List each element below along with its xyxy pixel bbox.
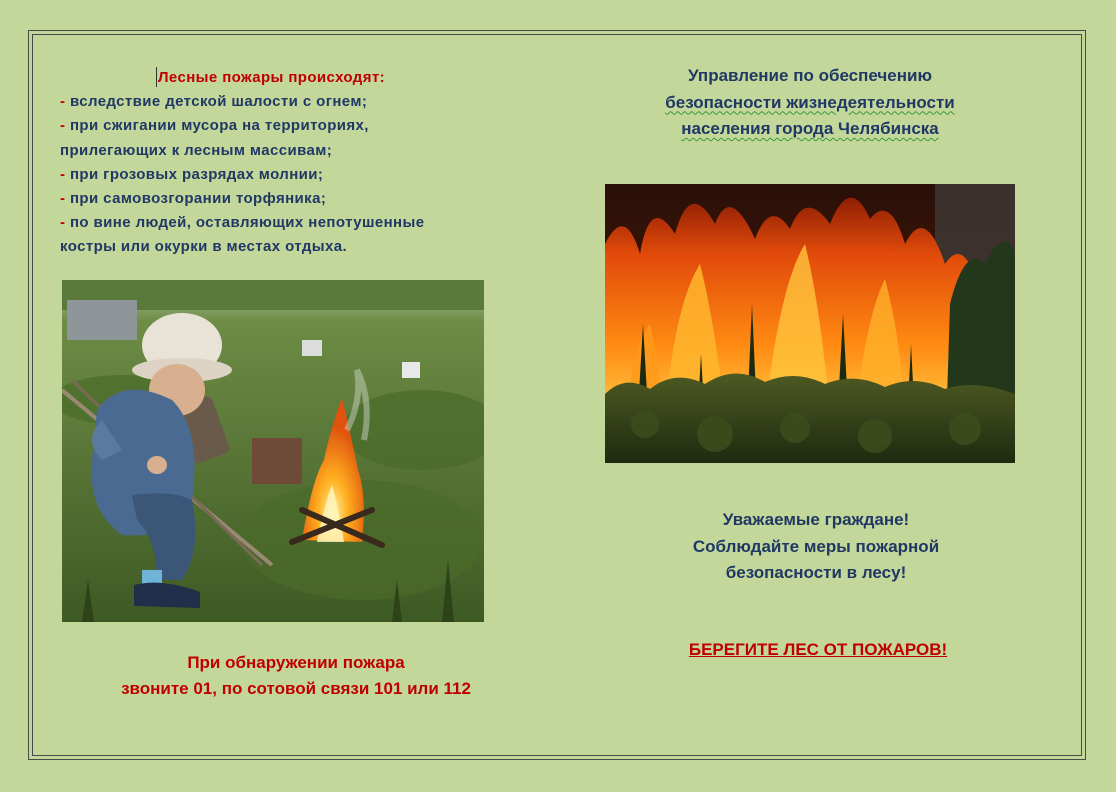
appeal-line: Соблюдайте меры пожарной xyxy=(692,536,940,556)
cause-text: при грозовых разрядах молнии; xyxy=(69,165,324,183)
cause-text: вследствие детской шалости с огнем; xyxy=(69,93,368,111)
organization-title xyxy=(600,63,1020,143)
slogan: БЕРЕГИТЕ ЛЕС ОТ ПОЖАРОВ! xyxy=(688,640,948,659)
cause-dash: - xyxy=(60,165,70,183)
text-cursor xyxy=(156,67,157,87)
cause-text: костры или окурки в местах отдыха. xyxy=(60,238,348,256)
emergency-line: При обнаружении пожара xyxy=(187,653,405,672)
title-line-text: населения города Челябинска xyxy=(681,119,939,138)
causes-heading-text: Лесные пожары происходят: xyxy=(158,69,386,86)
cause-dash: - xyxy=(60,117,70,135)
appeal-line: Уважаемые граждане! xyxy=(722,510,910,529)
child-campfire-illustration xyxy=(62,280,484,622)
forest-fire-illustration xyxy=(605,184,1015,463)
title-line-text: безопасности жизнедеятельности xyxy=(665,92,955,112)
emergency-numbers xyxy=(60,650,532,702)
cause-text: при сжигании мусора на территориях, xyxy=(69,117,369,135)
title-line xyxy=(600,90,1020,117)
cause-text: по вине людей, оставляющих непотушенные xyxy=(69,214,425,232)
cause-line xyxy=(60,139,530,163)
appeal-line: безопасности в лесу! xyxy=(725,563,907,582)
citizens-appeal xyxy=(600,507,1032,587)
cause-text: при самовозгорании торфяника; xyxy=(69,190,327,208)
title-line xyxy=(600,116,1020,143)
emergency-line: звоните 01, по сотовой связи 101 или 112 xyxy=(121,679,471,698)
cause-line xyxy=(60,114,530,138)
cause-dash: - xyxy=(60,93,70,111)
cause-line xyxy=(60,211,530,235)
forest-fire-photo xyxy=(605,184,1015,463)
cause-dash: - xyxy=(60,190,70,208)
child-campfire-photo xyxy=(62,280,484,622)
cause-line xyxy=(60,90,530,114)
fire-causes-list xyxy=(60,66,530,260)
cause-line xyxy=(60,163,530,187)
title-line: Управление по обеспечению xyxy=(688,66,932,85)
cause-line xyxy=(60,187,530,211)
cause-line xyxy=(60,235,530,259)
cause-text: прилегающих к лесным массивам; xyxy=(60,141,333,159)
cause-dash: - xyxy=(60,214,70,232)
causes-heading xyxy=(60,66,530,90)
